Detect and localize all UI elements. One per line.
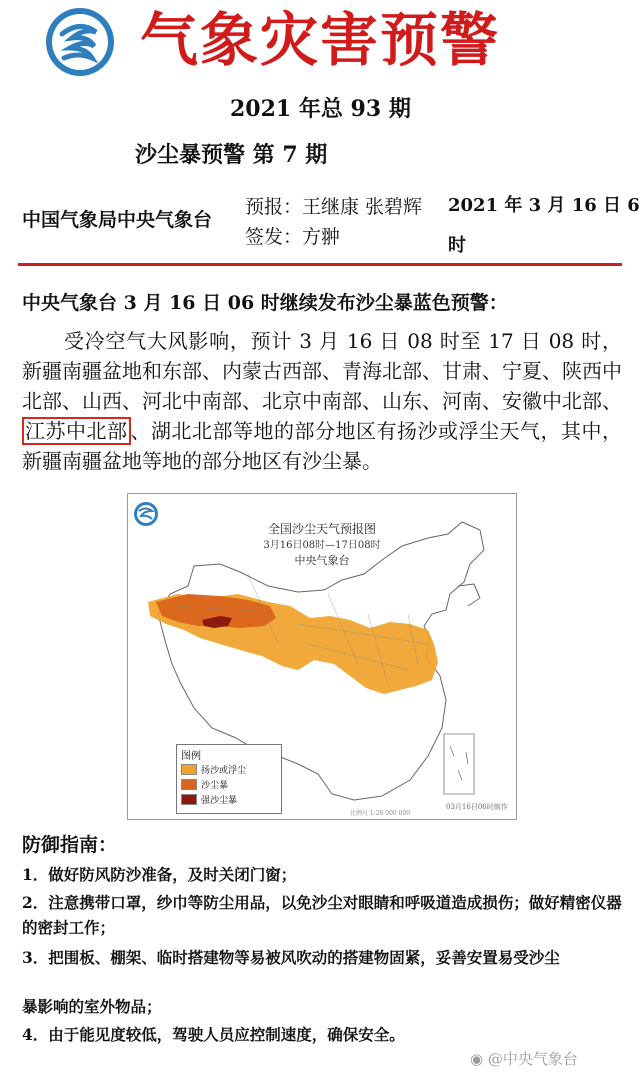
map-agency: 中央气象台 (294, 554, 350, 567)
legend-swatch (181, 794, 197, 805)
sub-issue-number: 沙尘暴预警 第 7 期 (135, 142, 328, 168)
map-legend (176, 744, 282, 814)
highlighted-region: 江苏中北部 (22, 417, 131, 445)
issue-number: 2021 年总 93 期 (230, 96, 411, 122)
cma-logo-icon (44, 6, 116, 78)
legend-label: 扬沙或浮尘 (201, 765, 247, 776)
legend-item (181, 763, 246, 775)
guide-title: 防御指南： (22, 834, 118, 856)
warning-paragraph (22, 326, 622, 476)
header-divider (18, 263, 622, 266)
agency-name: 中国气象局中央气象台 (22, 209, 213, 231)
map-date-range: 3月16日08时—17日08时 (263, 540, 381, 551)
guide-item: 3．把围板、棚架、临时搭建物等易被风吹动的搭建物固紧，妥善安置易受沙尘 (22, 948, 560, 967)
watermark-text: 中央气象台 (502, 1050, 578, 1068)
map-scale: 比例尺 1:26 000 000 (350, 810, 411, 817)
forecasters: 预报：王继康 张碧辉 (245, 196, 423, 218)
legend-title: 图例 (181, 751, 201, 762)
page-title: 气象灾害预警 (140, 6, 501, 74)
map-title: 全国沙尘天气预报图 (267, 522, 376, 536)
dust-forecast-map (127, 493, 517, 820)
issue-date: 2021 年 3 月 16 日 6 时 (448, 195, 640, 256)
weibo-watermark (470, 1048, 578, 1069)
legend-item (181, 778, 228, 790)
paragraph-text-before: 受冷空气大风影响，预计 3 月 16 日 08 时至 17 日 08 时，新疆南疆盆地和东部、内蒙古西部、青海北部、甘肃、宁夏、陕西中北部、山西、河北中南部、北京中南部、山东、河南、安徽中北部、 (22, 329, 622, 413)
legend-swatch (181, 779, 197, 790)
guide-item: 暴影响的室外物品； (22, 997, 162, 1016)
legend-label: 强沙尘暴 (201, 795, 238, 806)
legend-item (181, 793, 237, 805)
guide-item: 1．做好防风防沙准备，及时关闭门窗； (22, 865, 297, 884)
warning-headline: 中央气象台 3 月 16 日 06 时继续发布沙尘暴蓝色预警： (22, 292, 508, 314)
guide-item: 2．注意携带口罩，纱巾等防尘用品，以免沙尘对眼睛和呼吸道造成损伤；做好精密仪器的密封工作； (22, 893, 622, 937)
guide-item: 4．由于能见度较低，驾驶人员应控制速度，确保安全。 (22, 1025, 405, 1044)
nine-dash-inset (444, 734, 474, 794)
legend-swatch (181, 764, 197, 775)
map-production-stamp: 03月16日06时制作 (446, 803, 508, 811)
paragraph-text-after: 、湖北北部等地的部分地区有扬沙或浮尘天气，其中，新疆南疆盆地等地的部分地区有沙尘暴。 (22, 419, 622, 473)
weibo-icon: ◉ @ (470, 1050, 503, 1068)
issuer: 签发：方翀 (245, 226, 341, 248)
legend-label: 沙尘暴 (201, 780, 229, 791)
